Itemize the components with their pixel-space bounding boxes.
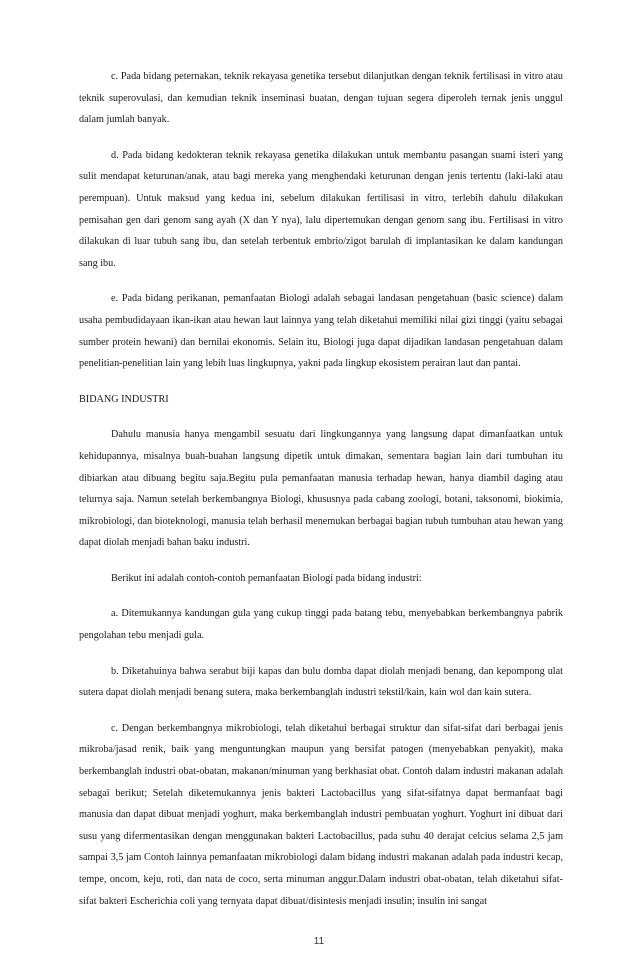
paragraph-intro-industri: Dahulu manusia hanya mengambil sesuatu dari lingkungannya yang langsung dapat dimanfaatkan untuk kehidupannya, misalnya buah-buahan langsung dipetik untuk dimakan, sementara bagian lain dari tumbuhan itu dibiarkan atau dibuang begitu saja.Begitu pula pemanfaatan manusia terhadap hewan, hanya diambil daging atau telurnya saja. Namun setelah berkembangnya Biologi, khususnya pada cabang zoologi, botani, taksonomi, biokimia, mikrobiologi, dan bioteknologi, manusia telah berhasil menemukan berbagai bagian tubuh tumbuhan atau hewan yang dapat diolah menjadi bahan baku industri. — [79, 429, 563, 549]
paragraph-examples-lead: Berikut ini adalah contoh-contoh pemanfaatan Biologi pada bidang industri: — [111, 572, 422, 584]
paragraph-tekstil: b. Diketahuinya bahwa serabut biji kapas dan bulu domba dapat diolah menjadi benang, dan kepompong ulat sutera dapat diolah menjadi benang sutera, maka berkembanglah industri tekstil/kain, kain wol dan kain sutera. — [79, 665, 563, 699]
document-page — [79, 66, 563, 926]
paragraph-tebu: a. Ditemukannya kandungan gula yang cukup tinggi pada batang tebu, menyebabkan berkembangnya pabrik pengolahan tebu menjadi gula. — [79, 608, 563, 642]
paragraph-kedokteran: d. Pada bidang kedokteran teknik rekayasa genetika dilakukan untuk membantu pasangan suami isteri yang sulit mendapat keturunan/anak, atau bagi mereka yang menghendaki keturunan dengan jenis tertentu (laki-laki atau perempuan). Untuk maksud yang kedua ini, sebelum dilakukan fertilisasi in vitro, terlebih dahulu dilakukan pemisahan gen dari genom sang ayah (X dan Y nya), lalu dipertemukan dengan genom sang ibu. Fertilisasi in vitro dilakukan di luar tubuh sang ibu, dan setelah terbentuk embrio/zigot barulah di implantasikan ke dalam kandungan sang ibu. — [79, 149, 563, 269]
paragraph-perikanan: e. Pada bidang perikanan, pemanfaatan Biologi adalah sebagai landasan pengetahuan (basic science) dalam usaha pembudidayaan ikan-ikan atau hewan laut lainnya yang telah diketahui memiliki nilai gizi tinggi (yaitu sebagai sumber protein hewani) dan bernilai ekonomis. Selain itu, Biologi juga dapat dijadikan landasan pengetahuan dalam penelitian-penelitian lain yang lebih luas lingkupnya, yakni pada lingkup ekosistem perairan laut dan pantai. — [79, 293, 563, 370]
paragraph-mikrobiologi: c. Dengan berkembangnya mikrobiologi, telah diketahui berbagai struktur dan sifat-sifat dari berbagai jenis mikroba/jasad renik, baik yang menguntungkan maupun yang bersifat patogen (menyebabkan penyakit), maka berkembanglah industri obat-obatan, makanan/minuman yang berkhasiat obat. Contoh dalam industri makanan adalah sebagai berikut; Setelah diketemukannya jenis bakteri Lactobacillus yang sifat-sifatnya dapat bermanfaat bagi manusia dan dapat dibuat menjadi yoghurt, maka berkembanglah industri pembuatan yoghurt. Yoghurt ini dibuat dari susu yang difermentasikan dengan menggunakan bakteri Lactobacillus, pada suhu 40 derajat celcius selama 2,5 jam sampai 3,5 jam Contoh lainnya pemanfaatan mikrobiologi dalam bidang industri makanan adalah pada industri kecap, tempe, oncom, keju, roti, dan nata de coco, serta minuman anggur.Dalam industri obat-obatan, telah diketahui sifat-sifat bakteri Escherichia coli yang ternyata dapat dibuat/disintesis menjadi insulin; insulin ini sangat — [79, 722, 563, 907]
section-heading: BIDANG INDUSTRI — [79, 393, 169, 405]
page-number: 11 — [313, 936, 325, 947]
paragraph-peternakan: c. Pada bidang peternakan, teknik rekayasa genetika tersebut dilanjutkan dengan teknik fertilisasi in vitro atau teknik superovulasi, dan kemudian teknik inseminasi buatan, dengan tujuan segera diperoleh ternak jenis unggul dalam jumlah banyak. — [79, 71, 563, 126]
